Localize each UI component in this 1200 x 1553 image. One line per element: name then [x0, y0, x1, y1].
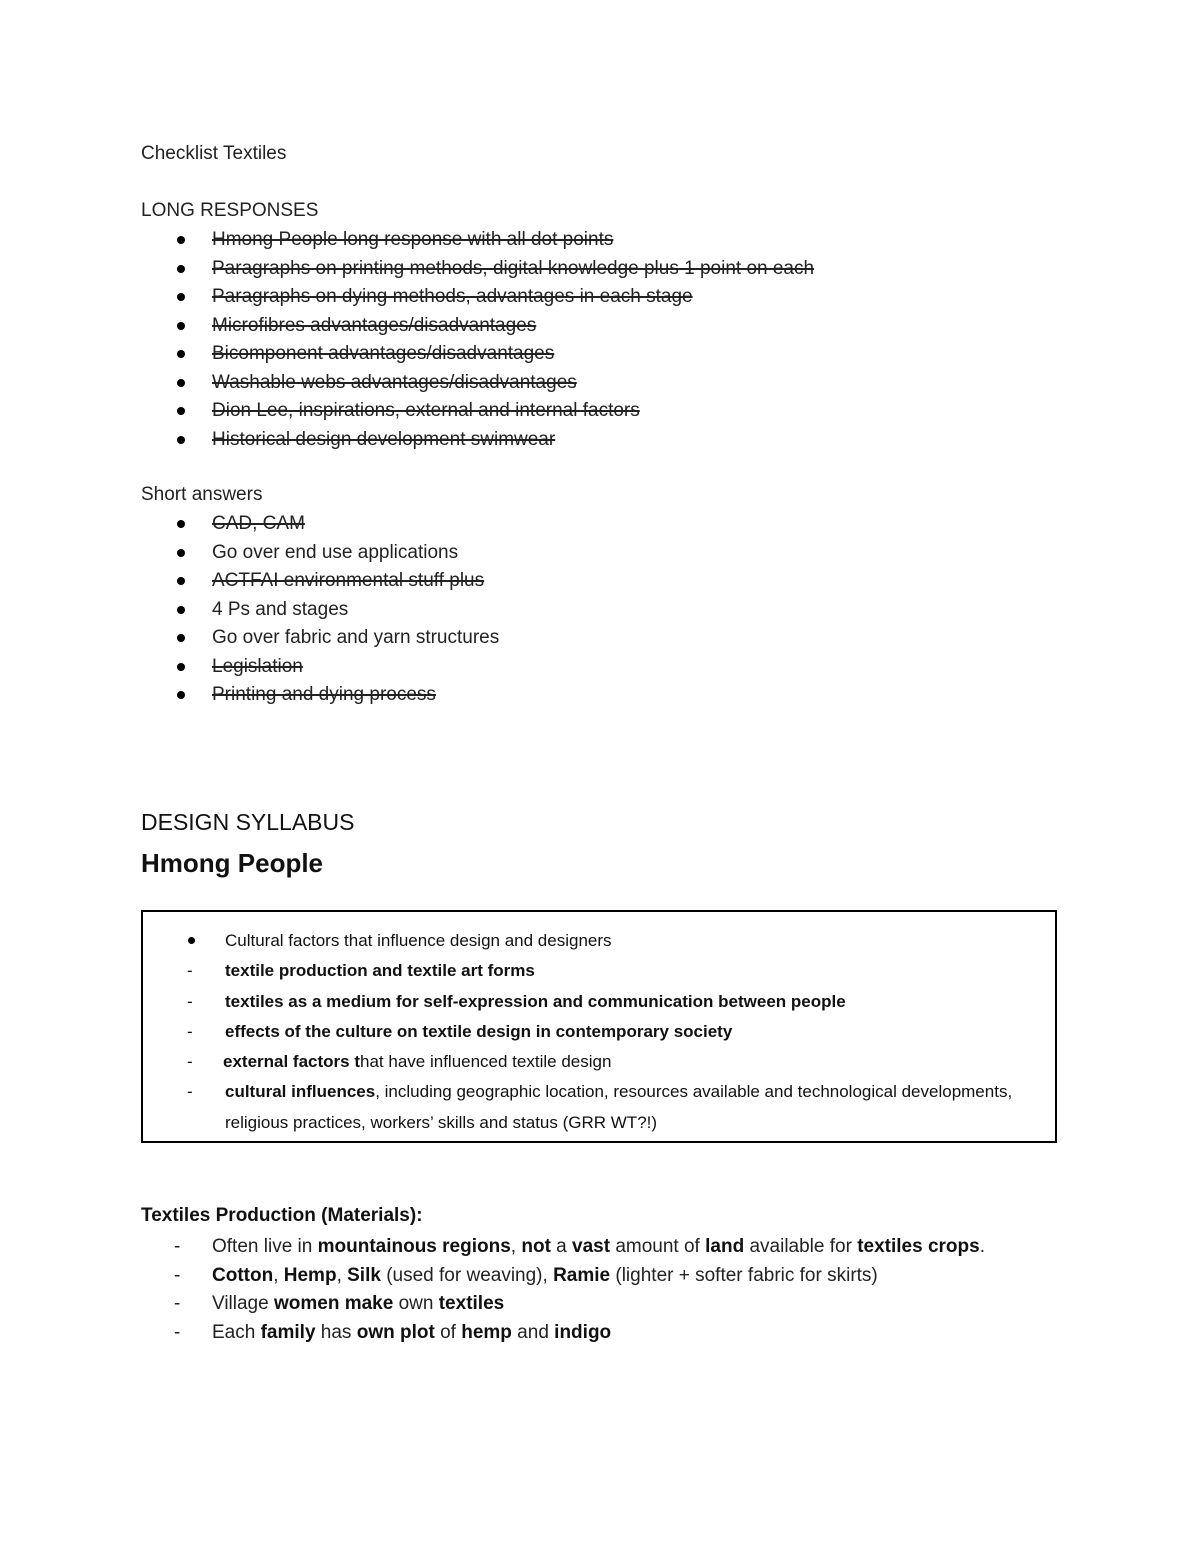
- list-item: Microfibres advantages/disadvantages: [141, 314, 814, 343]
- list-item: - textiles as a medium for self-expression and communication between people: [143, 987, 1055, 1017]
- list-item: Cultural factors that influence design and designers: [225, 931, 612, 950]
- syllabus-box: [141, 910, 1057, 1143]
- list-item: - Village women make own textiles: [141, 1290, 1041, 1319]
- bullet-icon: [177, 549, 185, 557]
- textiles-production-list: [141, 1233, 1041, 1347]
- dash-marker: -: [174, 1321, 181, 1343]
- dash-marker: -: [187, 991, 193, 1011]
- list-item: - external factors that have influenced textile design: [143, 1047, 1055, 1077]
- bullet-icon: [177, 691, 185, 699]
- list-item: Printing and dying process: [141, 683, 499, 712]
- dash-marker: -: [187, 1021, 193, 1041]
- list-item: ACTFAI environmental stuff plus: [141, 569, 499, 598]
- list-item: - Often live in mountainous regions, not a vast amount of land available for textiles crops.: [141, 1233, 1041, 1262]
- list-item: Paragraphs on printing methods, digital knowledge plus 1 point on each: [141, 257, 814, 286]
- list-item: Paragraphs on dying methods, advantages in each stage: [141, 285, 814, 314]
- list-item: 4 Ps and stages: [141, 598, 499, 627]
- bullet-icon: [177, 577, 185, 585]
- list-item: Hmong People long response with all dot points: [141, 228, 814, 257]
- dash-marker: -: [174, 1293, 181, 1314]
- syllabus-list: [143, 926, 1055, 1138]
- design-syllabus-heading: DESIGN SYLLABUS: [141, 809, 355, 835]
- list-item: - cultural influences, including geographic location, resources available and technological developments, religious practices, workers’ skills and status (GRR WT?!): [143, 1077, 1055, 1138]
- bullet-icon: [177, 606, 185, 614]
- list-item: - Each family has own plot of hemp and indigo: [141, 1319, 1041, 1348]
- bullet-icon: [177, 634, 185, 642]
- list-item: CAD, CAM: [141, 512, 499, 541]
- bullet-icon: [177, 436, 185, 444]
- textiles-production-heading: Textiles Production (Materials):: [141, 1205, 423, 1226]
- short-answers-heading: Short answers: [141, 484, 263, 505]
- bullet-icon: [177, 379, 185, 387]
- list-item: - textile production and textile art forms: [143, 956, 1055, 986]
- bullet-icon: [177, 663, 185, 671]
- dash-marker: -: [187, 1052, 193, 1072]
- list-item: Bicomponent advantages/disadvantages: [141, 342, 814, 371]
- bullet-icon: [177, 265, 185, 273]
- hmong-people-heading: Hmong People: [141, 848, 324, 878]
- document-title: Checklist Textiles: [141, 143, 287, 164]
- dash-marker: -: [187, 1082, 193, 1102]
- list-item: Dion Lee, inspirations, external and internal factors: [141, 399, 814, 428]
- dash-marker: -: [174, 1236, 181, 1257]
- list-item: Legislation: [141, 655, 499, 684]
- bullet-icon: [177, 236, 185, 244]
- long-responses-list: [141, 228, 814, 456]
- bullet-icon: [177, 407, 185, 415]
- list-item: Washable webs advantages/disadvantages: [141, 371, 814, 400]
- short-answers-list: [141, 512, 499, 712]
- list-item: Historical design development swimwear: [141, 428, 814, 457]
- list-item: Go over fabric and yarn structures: [141, 626, 499, 655]
- bullet-icon: [177, 350, 185, 358]
- bullet-icon: [177, 322, 185, 330]
- list-item: - Cotton, Hemp, Silk (used for weaving), Ramie (lighter + softer fabric for skirts): [141, 1262, 1041, 1291]
- list-item: - effects of the culture on textile design in contemporary society: [143, 1017, 1055, 1047]
- long-responses-heading: LONG RESPONSES: [141, 200, 319, 221]
- dash-marker: -: [187, 961, 193, 981]
- bullet-icon: [177, 293, 185, 301]
- dash-marker: -: [174, 1264, 181, 1286]
- bullet-icon: [177, 520, 185, 528]
- list-item: Go over end use applications: [141, 541, 499, 570]
